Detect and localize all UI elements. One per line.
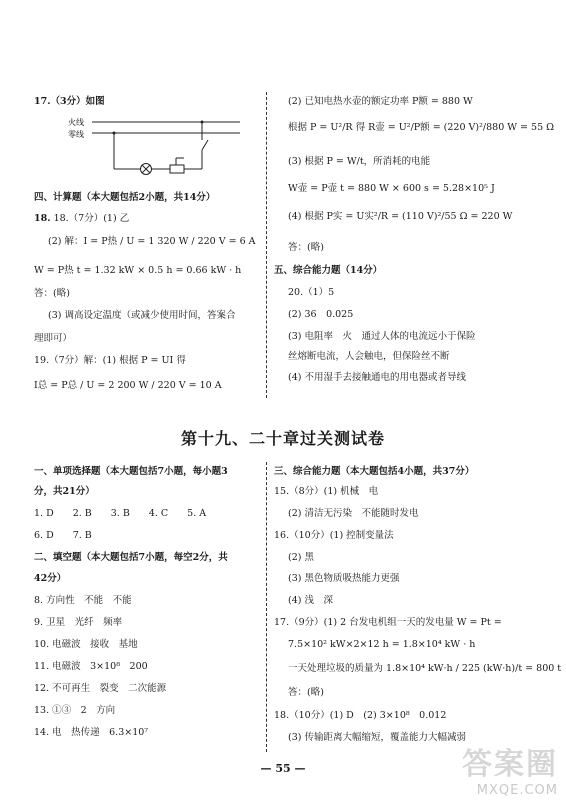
section-2-heading-cont: 42分） <box>34 573 67 584</box>
section-4-heading: 四、计算题（本大题包括2小题，共14分） <box>34 192 216 203</box>
m-line-5: (2) 黑 <box>288 552 314 563</box>
r-line-9: (2) 36 0.025 <box>288 309 354 320</box>
fill-answer-8: 8. 方向性 不能 不能 <box>34 595 132 606</box>
watermark-url: MXQE.COM <box>476 783 558 798</box>
section-3-heading: 三、综合能力题（本大题包括4小题，共37分） <box>274 466 475 477</box>
m-line-12: 18.（10分）(1) D (2) 3×10⁸ 0.012 <box>274 710 447 721</box>
r-line-2: 根据 P = U²/R 得 R壶 = U²/P额 = (220 V)²/880 W = 55 Ω <box>288 122 555 133</box>
section-1-heading: 一、单项选择题（本大题包括7小题，每小题3 <box>34 466 228 477</box>
switch-icon <box>202 140 208 150</box>
q18-text-1: 18.（7分）(1) 乙 <box>53 213 130 224</box>
m-line-10: 一天处理垃圾的质量为 1.8×10⁴ kW·h / 225 (kW·h)/t = 800 t <box>288 663 562 674</box>
q18-line-4: 答：(略) <box>34 288 70 299</box>
fire-wire-label: 火线 <box>68 118 84 127</box>
r-line-5: (4) 根据 P实 = U实²/R = (110 V)²/55 Ω = 220 W <box>288 211 513 222</box>
r-line-12: (4) 不用湿手去接触通电的用电器或者导线 <box>288 372 466 383</box>
m-line-7: (4) 浅 深 <box>288 595 333 606</box>
section-1-heading-cont: 分，共21分） <box>34 486 95 497</box>
column-divider-bottom <box>266 462 267 752</box>
q17-heading: 17.（3分）如图 <box>34 96 105 107</box>
choice-answers-2: 6. D 7. B <box>34 530 92 541</box>
section-5-heading: 五、综合能力题（14分） <box>274 265 383 276</box>
fill-answer-14: 14. 电 热传递 6.3×10⁷ <box>34 727 149 738</box>
choice-answers-1: 1. D 2. B 3. B 4. C 5. A <box>34 508 207 519</box>
r-line-6: 答：(略) <box>288 242 324 253</box>
q18-line-3: W = P热 t = 1.32 kW × 0.5 h = 0.66 kW · h <box>34 265 242 276</box>
m-line-9: 7.5×10² kW×2×12 h = 1.8×10⁴ kW · h <box>288 639 476 650</box>
watermark-logo-text: 答案圈 <box>462 747 558 782</box>
zero-wire-label: 零线 <box>68 130 84 139</box>
page-title: 第十九、二十章过关测试卷 <box>180 429 385 448</box>
q19-line-2: I总 = P总 / U = 2 200 W / 220 V = 10 A <box>34 380 222 391</box>
site-watermark <box>462 739 558 798</box>
fill-answer-12: 12. 不可再生 裂变 二次能源 <box>34 683 167 694</box>
r-line-4: W壶 = P壶 t = 880 W × 600 s = 5.28×10⁵ J <box>288 183 495 194</box>
fill-answer-9: 9. 卫星 光纤 频率 <box>34 617 123 628</box>
r-line-1: (2) 已知电热水壶的额定功率 P额 = 880 W <box>288 96 473 107</box>
m-line-6: (3) 黑色物质吸热能力更强 <box>288 573 400 584</box>
fill-answer-13: 13. ①③ 2 方向 <box>34 705 116 716</box>
m-line-2: 15.（8分）(1) 机械 电 <box>274 486 379 497</box>
fill-answer-10: 10. 电磁波 接收 基地 <box>34 639 138 650</box>
m-line-8: 17.（9分）(1) 2 台发电机组一天的发电量 W = Pt = <box>274 617 502 628</box>
q18-line-6: 理即可） <box>34 333 73 344</box>
resistor-icon <box>170 165 184 173</box>
r-line-8: 20.（1）5 <box>288 287 335 298</box>
column-divider-top <box>266 92 267 398</box>
m-line-13: (3) 传输距离大幅缩短，覆盖能力大幅减弱 <box>288 732 466 743</box>
circuit-diagram <box>62 114 242 184</box>
q18-line-5: (3) 调高设定温度（或减少使用时间，答案合 <box>48 310 236 321</box>
m-line-3: (2) 清洁无污染 不能随时发电 <box>288 508 419 519</box>
r-line-10: (3) 电阻率 火 通过人体的电流远小于保险 <box>288 331 476 342</box>
q18-line-2: (2) 解：I = P热 / U = 1 320 W / 220 V = 6 A <box>48 236 256 247</box>
r-line-3: (3) 根据 P = W/t，所消耗的电能 <box>288 156 431 167</box>
q18-line-1: 18. 18.（7分）(1) 乙 <box>34 213 130 224</box>
fill-answer-11: 11. 电磁波 3×10⁸ 200 <box>34 661 148 672</box>
r-line-11: 丝熔断电流，人会触电，但保险丝不断 <box>288 351 450 362</box>
m-line-11: 答：(略) <box>288 687 324 698</box>
page-number: — 55 — <box>260 762 306 775</box>
q19-line-1: 19.（7分）解：(1) 根据 P = UI 得 <box>34 355 186 366</box>
m-line-4: 16.（10分）(1) 控制变量法 <box>274 530 394 541</box>
section-2-heading: 二、填空题（本大题包括7小题，每空2分，共 <box>34 552 228 563</box>
